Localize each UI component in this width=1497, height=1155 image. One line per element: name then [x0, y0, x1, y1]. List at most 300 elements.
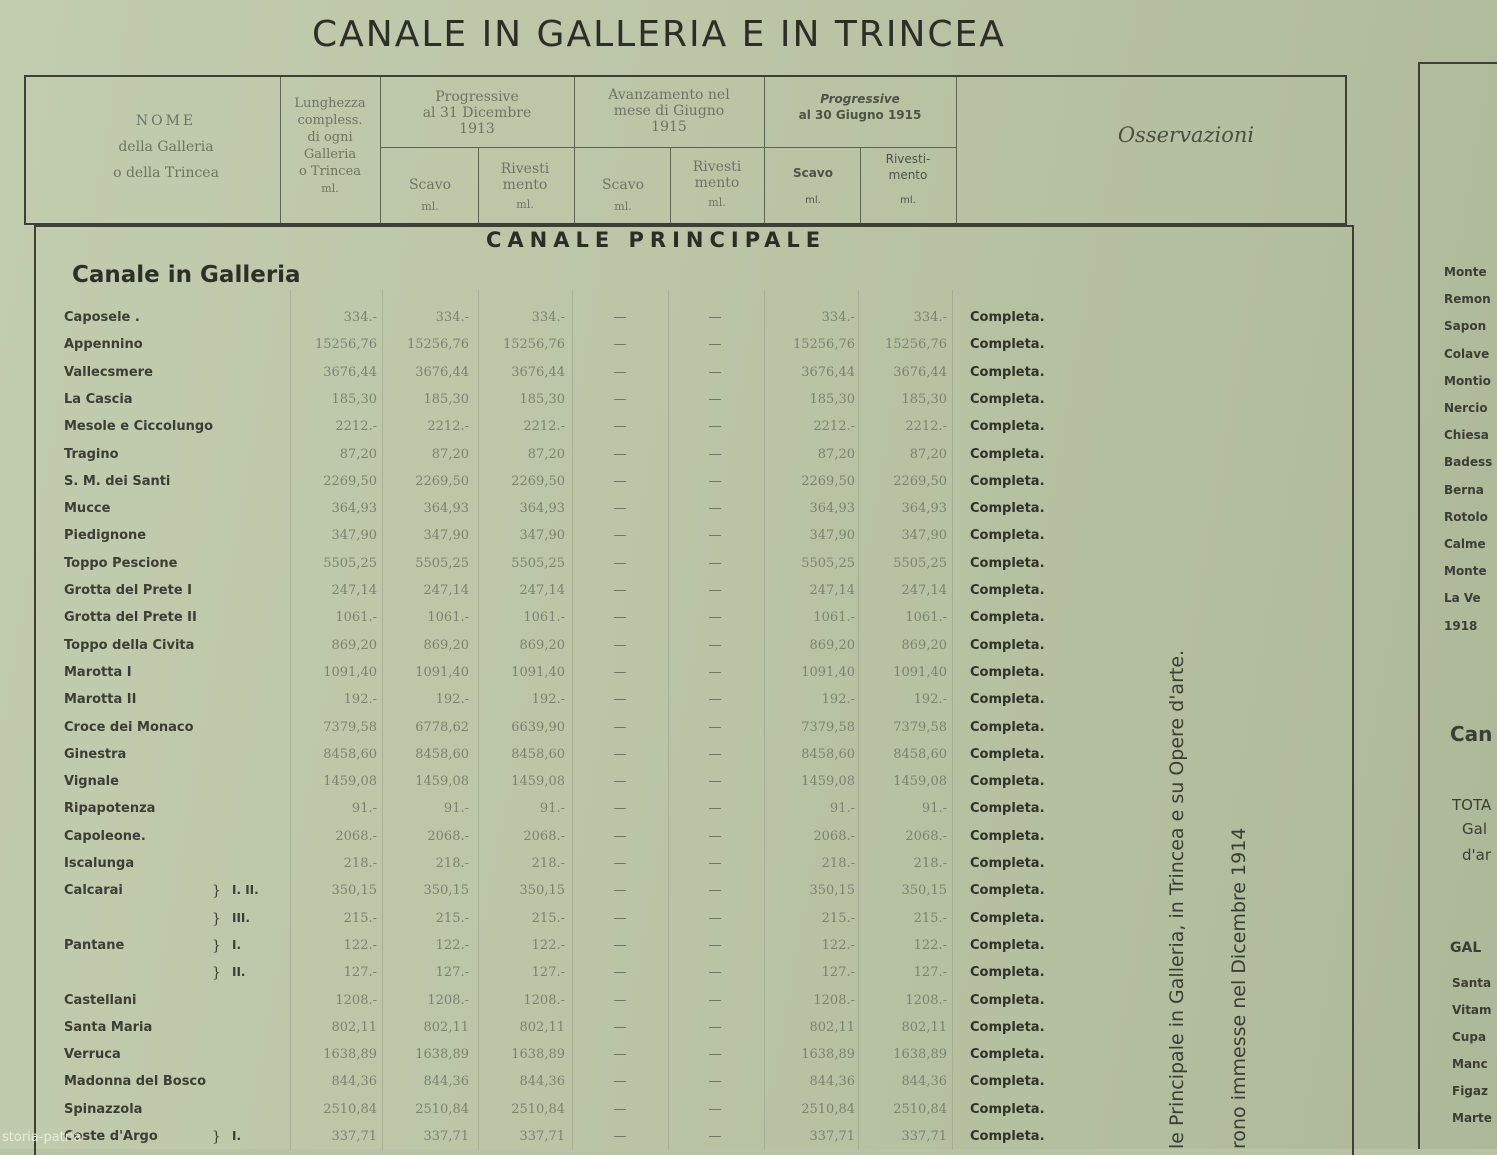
table-row [0, 883, 1300, 905]
table-row [0, 747, 1300, 769]
row-value: 5505,25 [511, 555, 565, 571]
row-subname: I. II. [232, 883, 259, 898]
row-value: 337,71 [519, 1129, 565, 1144]
row-value: 2510,84 [801, 1101, 855, 1117]
row-value: 5505,25 [323, 555, 377, 571]
row-dash: — [613, 1129, 627, 1144]
row-value: 1638,89 [893, 1047, 947, 1063]
right-page-text: Can [1450, 722, 1493, 746]
row-value: 122.- [821, 937, 855, 953]
row-dash: — [708, 1074, 722, 1090]
row-dash: — [708, 337, 722, 353]
right-page-text: Chiesa [1444, 428, 1489, 443]
row-value: 87,20 [339, 446, 377, 462]
right-page-text: GAL [1450, 940, 1482, 956]
row-name: Calcarai [64, 883, 123, 899]
row-value: 844,36 [423, 1074, 469, 1090]
row-value: 1061.- [523, 610, 565, 626]
row-value: 1061.- [335, 610, 377, 626]
row-value: 1459,08 [323, 774, 377, 790]
row-observation: Completa. [970, 364, 1045, 380]
row-dash: — [613, 501, 627, 517]
row-name: Marotta I [64, 664, 132, 680]
row-value: 127.- [821, 965, 855, 981]
row-observation: Completa. [970, 1129, 1045, 1144]
row-name: Verruca [64, 1047, 121, 1063]
right-page-text: Remon [1444, 292, 1491, 307]
row-observation: Completa. [970, 419, 1045, 435]
right-page-text: Nercio [1444, 401, 1488, 415]
table-row [0, 638, 1300, 660]
row-dash: — [613, 774, 627, 790]
row-value: 91.- [539, 801, 565, 817]
row-dash: — [708, 856, 722, 871]
right-page-text: Monte [1444, 564, 1487, 579]
table-row [0, 993, 1300, 1015]
row-value: 844,36 [901, 1074, 947, 1090]
brace-icon: } [212, 965, 221, 982]
vertical-note-2: rono immesse nel Dicembre 1914 [1228, 827, 1250, 1149]
row-value: 869,20 [519, 637, 565, 653]
row-value: 247,14 [519, 583, 565, 598]
row-dash: — [708, 555, 722, 571]
table-row [0, 720, 1300, 742]
row-value: 334.- [821, 310, 855, 325]
row-name: Capoleone. [64, 828, 146, 844]
row-name: Coste d'Argo [64, 1129, 158, 1144]
row-dash: — [708, 1129, 722, 1144]
row-dash: — [708, 364, 722, 380]
row-value: 3676,44 [893, 364, 947, 380]
row-value: 347,90 [423, 528, 469, 544]
row-name: Toppo della Civita [64, 637, 195, 653]
row-value: 3676,44 [323, 364, 377, 380]
row-value: 1061.- [813, 610, 855, 626]
row-value: 8458,60 [323, 746, 377, 762]
row-dash: — [708, 828, 722, 844]
brace-icon: } [212, 1129, 221, 1145]
row-name: Piedignone [64, 528, 147, 544]
row-name: S. M. dei Santi [64, 473, 171, 489]
row-dash: — [613, 746, 627, 762]
row-value: 1091,40 [893, 664, 947, 680]
row-observation: Completa. [970, 937, 1045, 953]
row-dash: — [708, 801, 722, 817]
row-value: 1459,08 [415, 774, 469, 790]
row-value: 334.- [343, 310, 377, 325]
row-value: 802,11 [901, 1019, 947, 1035]
row-value: 1638,89 [511, 1047, 565, 1063]
row-value: 334.- [913, 310, 947, 325]
right-page-text: Gal [1462, 820, 1487, 838]
row-observation: Completa. [970, 310, 1045, 325]
row-dash: — [708, 719, 722, 735]
table-row [0, 556, 1300, 578]
row-value: 185,30 [809, 391, 855, 407]
row-dash: — [613, 1047, 627, 1063]
row-value: 844,36 [809, 1074, 855, 1090]
row-value: 192.- [913, 692, 947, 708]
row-value: 2212.- [905, 419, 947, 435]
table-row [0, 501, 1300, 523]
row-value: 215.- [435, 910, 469, 926]
row-dash: — [613, 419, 627, 435]
table-row [0, 1102, 1300, 1124]
row-dash: — [708, 1019, 722, 1035]
row-value: 1459,08 [511, 774, 565, 790]
row-value: 334.- [531, 310, 565, 325]
row-value: 5505,25 [801, 555, 855, 571]
row-dash: — [708, 1047, 722, 1063]
row-observation: Completa. [970, 528, 1045, 544]
row-value: 247,14 [331, 583, 377, 598]
subsection-title: Canale in Galleria [72, 262, 301, 288]
right-page-text: Marte [1452, 1111, 1492, 1125]
header-scavo-2: Scavo ml. [601, 177, 645, 213]
right-page-text: Montio [1444, 373, 1491, 388]
row-subname: II. [232, 965, 246, 980]
row-value: 15256,76 [314, 337, 377, 353]
row-subname: III. [232, 910, 250, 925]
row-dash: — [708, 910, 722, 926]
row-name: Tragino [64, 446, 119, 462]
right-page-text: Santa [1452, 976, 1492, 990]
row-value: 844,36 [519, 1074, 565, 1090]
row-name: Vallecsmere [64, 364, 153, 380]
row-value: 8458,60 [801, 746, 855, 762]
row-value: 247,14 [901, 583, 947, 598]
row-value: 127.- [913, 965, 947, 981]
row-observation: Completa. [970, 719, 1045, 735]
row-value: 127.- [531, 965, 565, 981]
row-observation: Completa. [970, 910, 1045, 926]
header-nome: NOME della Galleria o della Trincea [113, 113, 219, 181]
row-value: 215.- [343, 910, 377, 926]
row-dash: — [613, 364, 627, 380]
row-value: 2068.- [905, 828, 947, 844]
row-name: Appennino [64, 337, 143, 353]
row-observation: Completa. [970, 965, 1045, 981]
table-row [0, 774, 1300, 796]
row-value: 91.- [921, 801, 947, 817]
row-value: 2212.- [335, 419, 377, 435]
table-row [0, 583, 1300, 605]
table-row [0, 856, 1300, 878]
table-row [0, 665, 1300, 687]
right-page-text: La Ve [1444, 591, 1481, 606]
row-value: 122.- [435, 937, 469, 953]
row-value: 802,11 [331, 1019, 377, 1035]
row-value: 185,30 [423, 391, 469, 407]
table-row [0, 1074, 1300, 1096]
row-dash: — [613, 828, 627, 844]
row-observation: Completa. [970, 774, 1045, 790]
row-value: 127.- [435, 965, 469, 981]
row-dash: — [708, 774, 722, 790]
row-value: 364,93 [901, 501, 947, 517]
row-observation: Completa. [970, 337, 1045, 353]
watermark: storia-patria [2, 1130, 82, 1145]
row-value: 364,93 [809, 501, 855, 517]
row-dash: — [613, 555, 627, 571]
row-dash: — [613, 528, 627, 544]
row-dash: — [613, 446, 627, 462]
row-value: 2068.- [427, 828, 469, 844]
table-row [0, 528, 1300, 550]
row-value: 1208.- [427, 992, 469, 1008]
right-page-text: Sapon [1444, 319, 1487, 334]
row-value: 218.- [821, 856, 855, 871]
row-dash: — [613, 1074, 627, 1090]
row-dash: — [613, 310, 627, 325]
row-dash: — [613, 992, 627, 1008]
right-page-text: Vitam [1452, 1003, 1492, 1017]
right-page-text: Berna [1444, 482, 1484, 497]
document-title: CANALE IN GALLERIA E IN TRINCEA [312, 14, 1006, 55]
row-value: 347,90 [519, 528, 565, 544]
row-value: 2510,84 [323, 1101, 377, 1117]
row-value: 122.- [531, 937, 565, 953]
table-row [0, 610, 1300, 632]
brace-icon: } [212, 937, 221, 954]
row-dash: — [708, 419, 722, 435]
row-dash: — [708, 937, 722, 953]
header-osservazioni: Osservazioni [1117, 123, 1255, 147]
row-value: 350,15 [331, 883, 377, 899]
row-value: 127.- [343, 965, 377, 981]
row-value: 350,15 [901, 883, 947, 899]
row-name: Iscalunga [64, 856, 135, 871]
row-value: 2068.- [335, 828, 377, 844]
header-avanzamento: Avanzamento nel mese di Giugno 1915 [608, 87, 730, 135]
header-scavo-1: Scavo ml. [408, 177, 452, 213]
row-observation: Completa. [970, 1101, 1045, 1117]
row-value: 1208.- [813, 992, 855, 1008]
row-name: Spinazzola [64, 1101, 143, 1117]
row-observation: Completa. [970, 1019, 1045, 1035]
row-dash: — [708, 992, 722, 1008]
table-row [0, 310, 1300, 332]
right-page-text: 1918 [1444, 618, 1478, 633]
row-value: 2269,50 [415, 473, 469, 489]
row-name: Ginestra [64, 746, 127, 762]
row-value: 3676,44 [801, 364, 855, 380]
row-value: 1091,40 [415, 664, 469, 680]
row-observation: Completa. [970, 664, 1045, 680]
row-value: 87,20 [431, 446, 469, 462]
row-name: Ripapotenza [64, 801, 156, 817]
row-value: 122.- [913, 937, 947, 953]
row-name: Toppo Pescione [64, 555, 178, 571]
row-observation: Completa. [970, 391, 1045, 407]
row-value: 2212.- [523, 419, 565, 435]
row-value: 364,93 [519, 501, 565, 517]
row-observation: Completa. [970, 992, 1045, 1008]
row-value: 802,11 [809, 1019, 855, 1035]
row-dash: — [613, 965, 627, 981]
row-value: 8458,60 [511, 746, 565, 762]
table-row [0, 474, 1300, 496]
right-page-text: Calme [1444, 537, 1486, 551]
row-observation: Completa. [970, 883, 1045, 899]
row-dash: — [708, 965, 722, 981]
row-value: 334.- [435, 310, 469, 325]
row-observation: Completa. [970, 501, 1045, 517]
row-dash: — [613, 1101, 627, 1117]
table-row [0, 829, 1300, 851]
right-page-text: Manc [1452, 1057, 1488, 1071]
row-value: 218.- [435, 856, 469, 871]
row-value: 6778,62 [415, 719, 469, 735]
header-rivestimento-3: Rivesti- mento ml. [885, 152, 931, 206]
right-page-text: Colave [1444, 346, 1490, 361]
row-value: 2510,84 [415, 1101, 469, 1117]
table-row [0, 965, 1300, 987]
row-dash: — [613, 391, 627, 407]
row-value: 337,71 [423, 1129, 469, 1144]
row-value: 185,30 [901, 391, 947, 407]
row-observation: Completa. [970, 637, 1045, 653]
row-value: 91.- [443, 801, 469, 817]
row-value: 2269,50 [893, 473, 947, 489]
row-value: 1208.- [905, 992, 947, 1008]
table-row [0, 419, 1300, 441]
row-value: 3676,44 [511, 364, 565, 380]
table-row [0, 938, 1300, 960]
row-dash: — [613, 337, 627, 353]
table-header [24, 75, 1347, 225]
row-value: 844,36 [331, 1074, 377, 1090]
row-value: 1638,89 [323, 1047, 377, 1063]
row-dash: — [708, 637, 722, 653]
row-value: 192.- [821, 692, 855, 708]
row-dash: — [613, 610, 627, 626]
row-value: 247,14 [809, 583, 855, 598]
brace-icon: } [212, 910, 221, 927]
row-observation: Completa. [970, 610, 1045, 626]
row-value: 215.- [821, 910, 855, 926]
table-row [0, 365, 1300, 387]
table-row [0, 392, 1300, 414]
row-value: 122.- [343, 937, 377, 953]
row-value: 1091,40 [323, 664, 377, 680]
row-value: 7379,58 [801, 719, 855, 735]
row-observation: Completa. [970, 473, 1045, 489]
row-dash: — [708, 692, 722, 708]
row-value: 347,90 [331, 528, 377, 544]
row-value: 2510,84 [893, 1101, 947, 1117]
row-observation: Completa. [970, 746, 1045, 762]
row-name: Vignale [64, 774, 119, 790]
row-value: 3676,44 [415, 364, 469, 380]
row-value: 2212.- [427, 419, 469, 435]
row-value: 1061.- [427, 610, 469, 626]
row-value: 91.- [829, 801, 855, 817]
row-value: 802,11 [519, 1019, 565, 1035]
row-dash: — [708, 391, 722, 407]
row-value: 1459,08 [893, 774, 947, 790]
row-value: 2269,50 [801, 473, 855, 489]
row-value: 364,93 [331, 501, 377, 517]
row-value: 2212.- [813, 419, 855, 435]
row-name: Pantane [64, 937, 125, 953]
row-name: Mucce [64, 501, 111, 517]
row-value: 2068.- [523, 828, 565, 844]
row-value: 869,20 [423, 637, 469, 653]
row-value: 91.- [351, 801, 377, 817]
right-page-text: Rotolo [1444, 509, 1488, 524]
row-dash: — [613, 473, 627, 489]
row-value: 192.- [531, 692, 565, 708]
row-observation: Completa. [970, 856, 1045, 871]
right-page-text: d'ar [1462, 846, 1492, 864]
row-dash: — [613, 664, 627, 680]
row-value: 2068.- [813, 828, 855, 844]
row-value: 218.- [343, 856, 377, 871]
row-value: 1061.- [905, 610, 947, 626]
row-value: 8458,60 [893, 746, 947, 762]
table-row [0, 1020, 1300, 1042]
row-value: 2269,50 [511, 473, 565, 489]
row-value: 347,90 [809, 528, 855, 544]
row-value: 1208.- [335, 992, 377, 1008]
row-value: 2510,84 [511, 1101, 565, 1117]
row-name: Mesole e Ciccolungo [64, 419, 214, 435]
row-value: 247,14 [423, 583, 469, 598]
vertical-note-1: le Principale in Galleria, in Trincea e su Opere d'arte. [1166, 649, 1188, 1149]
row-subname: I. [232, 937, 242, 952]
row-dash: — [708, 501, 722, 517]
row-value: 337,71 [901, 1129, 947, 1144]
row-value: 15256,76 [502, 337, 565, 353]
row-value: 869,20 [901, 637, 947, 653]
row-dash: — [613, 583, 627, 598]
row-value: 1091,40 [511, 664, 565, 680]
table-row [0, 801, 1300, 823]
row-value: 6639,90 [511, 719, 565, 735]
row-dash: — [613, 856, 627, 871]
row-value: 1638,89 [415, 1047, 469, 1063]
row-name: Grotta del Prete I [64, 583, 192, 598]
row-value: 192.- [343, 692, 377, 708]
table-row [0, 1047, 1300, 1069]
row-observation: Completa. [970, 583, 1045, 598]
row-name: Castellani [64, 992, 137, 1008]
row-value: 802,11 [423, 1019, 469, 1035]
row-dash: — [708, 583, 722, 598]
row-value: 2269,50 [323, 473, 377, 489]
row-value: 218.- [913, 856, 947, 871]
row-value: 1459,08 [801, 774, 855, 790]
row-value: 215.- [913, 910, 947, 926]
row-value: 87,20 [527, 446, 565, 462]
row-observation: Completa. [970, 555, 1045, 571]
row-value: 350,15 [809, 883, 855, 899]
row-name: Croce dei Monaco [64, 719, 194, 735]
row-dash: — [613, 637, 627, 653]
header-rivestimento-2: Rivesti mento ml. [692, 159, 742, 209]
row-value: 350,15 [423, 883, 469, 899]
row-observation: Completa. [970, 692, 1045, 708]
row-value: 7379,58 [323, 719, 377, 735]
row-dash: — [708, 528, 722, 544]
right-page-text: Badess [1444, 455, 1493, 470]
row-dash: — [708, 310, 722, 325]
row-value: 1638,89 [801, 1047, 855, 1063]
row-dash: — [613, 910, 627, 926]
row-value: 15256,76 [406, 337, 469, 353]
row-value: 869,20 [331, 637, 377, 653]
